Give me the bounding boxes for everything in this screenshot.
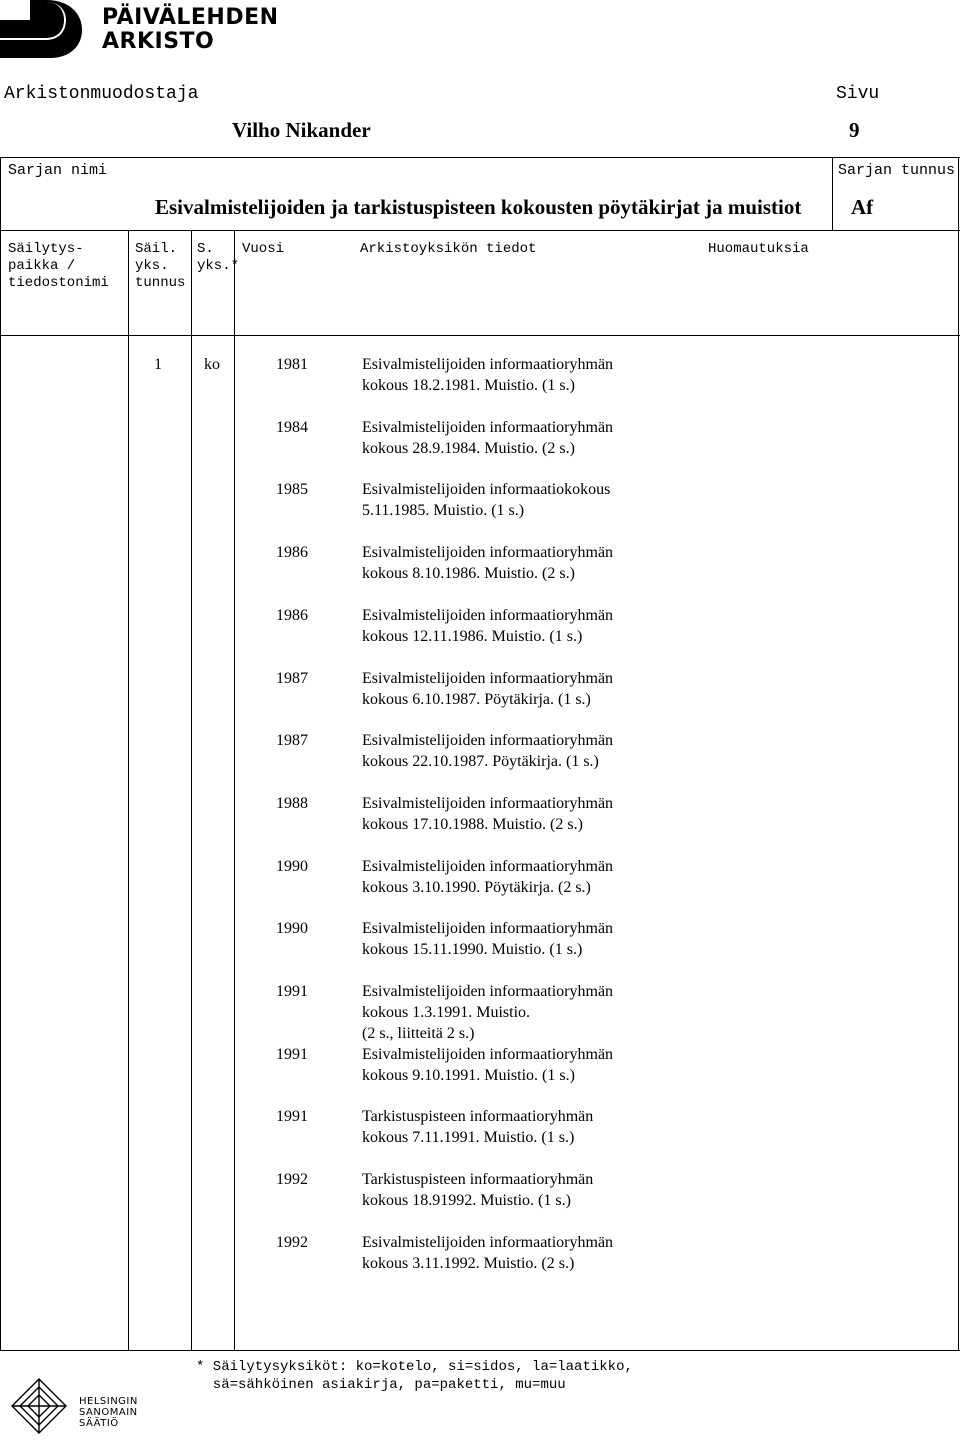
series-title: Esivalmistelijoiden ja tarkistuspisteen kokousten pöytäkirjat ja muistiot <box>155 195 802 219</box>
unit-description <box>362 605 702 647</box>
table-bottom-border <box>0 1350 960 1351</box>
unit-year: 1984 <box>276 419 308 436</box>
unit-year: 1992 <box>276 1171 308 1188</box>
col-divider-2 <box>191 230 192 1350</box>
creator-name: Vilho Nikander <box>232 118 371 142</box>
unit-description <box>362 1169 702 1211</box>
column-header-unit-type: S. yks.* <box>197 241 240 274</box>
description-line: kokous 12.11.1986. Muistio. (1 s.) <box>362 628 583 645</box>
unit-year: 1981 <box>276 356 308 373</box>
description-line: kokous 9.10.1991. Muistio. (1 s.) <box>362 1067 575 1084</box>
description-line: Esivalmistelijoiden informaatioryhmän <box>362 920 614 937</box>
unit-year: 1991 <box>276 983 308 1000</box>
description-line: 5.11.1985. Muistio. (1 s.) <box>362 502 525 519</box>
description-line: Esivalmistelijoiden informaatioryhmän <box>362 983 614 1000</box>
logo-line-1: PÄIVÄLEHDEN <box>102 5 279 30</box>
unit-year: 1985 <box>276 481 308 498</box>
description-line: kokous 18.2.1981. Muistio. (1 s.) <box>362 377 575 394</box>
logo-line-2: ARKISTO <box>102 29 215 54</box>
unit-description <box>362 856 702 898</box>
description-line: kokous 3.10.1990. Pöytäkirja. (2 s.) <box>362 879 591 896</box>
unit-description <box>362 1232 702 1274</box>
paivalehden-arkisto-logo-icon <box>0 0 90 58</box>
series-id-divider <box>832 157 833 230</box>
description-line: kokous 18.91992. Muistio. (1 s.) <box>362 1192 571 1209</box>
series-box-top-border <box>0 157 960 158</box>
col-divider-1 <box>128 230 129 1350</box>
description-line: Esivalmistelijoiden informaatioryhmän <box>362 544 614 561</box>
column-header-year: Vuosi <box>242 241 285 257</box>
description-line: kokous 1.3.1991. Muistio. <box>362 1004 531 1021</box>
storage-unit-footnote: * Säilytysyksiköt: ko=kotelo, si=sidos, la=laatikko, sä=sähköinen asiakirja, pa=paketti, mu=muu <box>196 1359 633 1393</box>
unit-year: 1990 <box>276 920 308 937</box>
unit-year: 1987 <box>276 670 308 687</box>
unit-description <box>362 542 702 584</box>
description-line: Tarkistuspisteen informaatioryhmän <box>362 1108 594 1125</box>
column-header-location: Säilytys- paikka / tiedostonimi <box>8 241 109 291</box>
description-line: (2 s., liitteitä 2 s.) <box>362 1025 475 1042</box>
series-id-label: Sarjan tunnus <box>838 162 956 179</box>
description-line: kokous 22.10.1987. Pöytäkirja. (1 s.) <box>362 753 599 770</box>
description-line: Tarkistuspisteen informaatioryhmän <box>362 1171 594 1188</box>
description-line: kokous 28.9.1984. Muistio. (2 s.) <box>362 440 575 457</box>
unit-number: 1 <box>154 356 162 373</box>
description-line: kokous 6.10.1987. Pöytäkirja. (1 s.) <box>362 691 591 708</box>
series-box-bottom-border <box>0 230 960 231</box>
description-line: Esivalmistelijoiden informaatioryhmän <box>362 858 614 875</box>
description-line: Esivalmistelijoiden informaatioryhmän <box>362 732 614 749</box>
unit-description <box>362 918 702 960</box>
description-line: Esivalmistelijoiden informaatioryhmän <box>362 795 614 812</box>
unit-description <box>362 479 702 521</box>
unit-year: 1988 <box>276 795 308 812</box>
unit-description <box>362 1106 702 1148</box>
unit-description <box>362 981 702 1044</box>
logo-wordmark <box>102 6 279 54</box>
column-header-unit-id: Säil. yks. tunnus <box>135 241 186 291</box>
description-line: Esivalmistelijoiden informaatioryhmän <box>362 1046 614 1063</box>
column-header-bottom-border <box>0 335 960 336</box>
description-line: kokous 8.10.1986. Muistio. (2 s.) <box>362 565 575 582</box>
unit-year: 1986 <box>276 607 308 624</box>
unit-year: 1986 <box>276 544 308 561</box>
helsingin-sanomain-saatio-logo-icon <box>8 1375 70 1437</box>
description-line: Esivalmistelijoiden informaatioryhmän <box>362 419 614 436</box>
unit-description <box>362 793 702 835</box>
description-line: Esivalmistelijoiden informaatioryhmän <box>362 356 614 373</box>
foundation-wordmark: HELSINGIN SANOMAIN SÄÄTIÖ <box>79 1396 138 1429</box>
unit-year: 1991 <box>276 1108 308 1125</box>
unit-year: 1987 <box>276 732 308 749</box>
unit-description <box>362 354 702 396</box>
description-line: kokous 3.11.1992. Muistio. (2 s.) <box>362 1255 575 1272</box>
description-line: kokous 7.11.1991. Muistio. (1 s.) <box>362 1129 575 1146</box>
description-line: kokous 17.10.1988. Muistio. (2 s.) <box>362 816 583 833</box>
unit-description <box>362 730 702 772</box>
column-header-details: Arkistoyksikön tiedot <box>360 241 537 257</box>
description-line: Esivalmistelijoiden informaatioryhmän <box>362 670 614 687</box>
series-name-label: Sarjan nimi <box>8 162 108 179</box>
unit-year: 1990 <box>276 858 308 875</box>
column-header-notes: Huomautuksia <box>708 241 809 257</box>
description-line: Esivalmistelijoiden informaatioryhmän <box>362 1234 614 1251</box>
description-line: Esivalmistelijoiden informaatioryhmän <box>362 607 614 624</box>
unit-type: ko <box>204 356 220 373</box>
description-line: kokous 15.11.1990. Muistio. (1 s.) <box>362 941 583 958</box>
col-divider-3 <box>234 230 235 1350</box>
unit-description <box>362 1044 702 1086</box>
unit-year: 1992 <box>276 1234 308 1251</box>
unit-description <box>362 417 702 459</box>
series-id: Af <box>851 195 874 219</box>
unit-year: 1991 <box>276 1046 308 1063</box>
page-number: 9 <box>849 118 860 142</box>
creator-label: Arkistonmuodostaja <box>4 84 199 104</box>
unit-description <box>362 668 702 710</box>
page-label: Sivu <box>836 84 880 104</box>
description-line: Esivalmistelijoiden informaatiokokous <box>362 481 611 498</box>
